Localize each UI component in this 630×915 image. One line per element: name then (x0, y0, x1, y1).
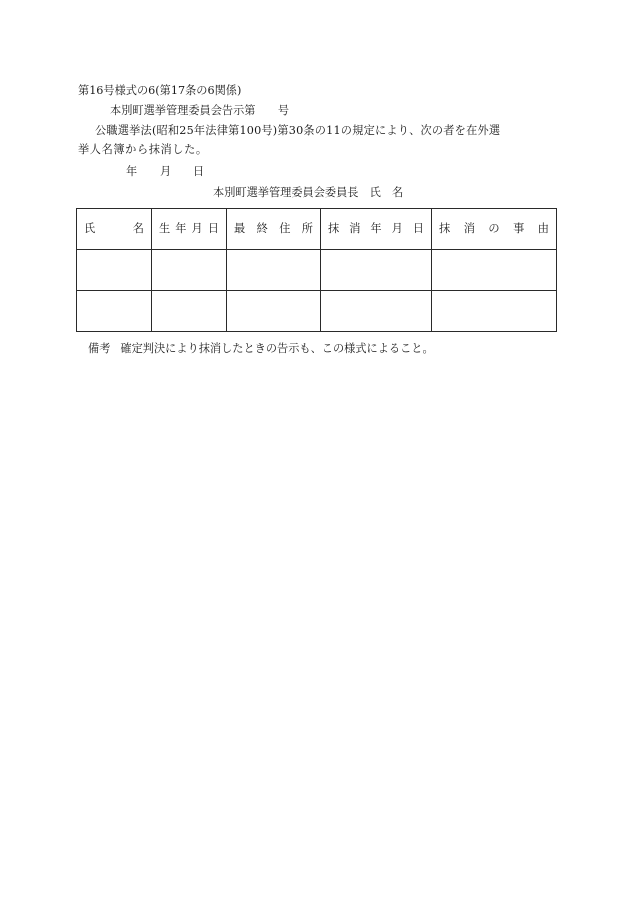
notice-title: 本別町選挙管理委員会告示第 号 (110, 104, 290, 117)
table-header-row (77, 209, 557, 250)
remarks-note (88, 343, 434, 354)
table-cell (432, 250, 557, 291)
table-cell (321, 250, 432, 291)
col-header-deletion-reason: 抹 消 の 事 由 (432, 209, 557, 250)
signature-line: 本別町選挙管理委員会委員長 氏 名 (213, 186, 404, 199)
col-header-name: 氏 名 (77, 209, 152, 250)
date-month-label: 月 (160, 165, 172, 178)
date-day-label: 日 (193, 165, 205, 178)
table-cell (152, 291, 227, 332)
table-cell (227, 291, 321, 332)
table-row (77, 250, 557, 291)
col-header-birthdate: 生 年 月 日 (152, 209, 227, 250)
remarks-text: 確定判決により抹消したときの告示も、この様式によること。 (120, 342, 434, 355)
table-cell (77, 250, 152, 291)
col-header-last-address: 最 終 住 所 (227, 209, 321, 250)
table-cell (77, 291, 152, 332)
col-header-deletion-date: 抹 消 年 月 日 (321, 209, 432, 250)
deletion-register-table (76, 208, 557, 332)
table-row (77, 291, 557, 332)
table-cell (321, 291, 432, 332)
table-cell (432, 291, 557, 332)
table-cell (152, 250, 227, 291)
form-number: 第16号様式の6(第17条の6関係) (78, 84, 242, 97)
body-text-line-1: 公職選挙法(昭和25年法律第100号)第30条の11の規定により、次の者を在外選 (95, 124, 501, 137)
body-text-line-2: 挙人名簿から抹消した。 (78, 143, 208, 156)
table-cell (227, 250, 321, 291)
remarks-label: 備考 (88, 342, 111, 355)
date-year-label: 年 (126, 165, 138, 178)
